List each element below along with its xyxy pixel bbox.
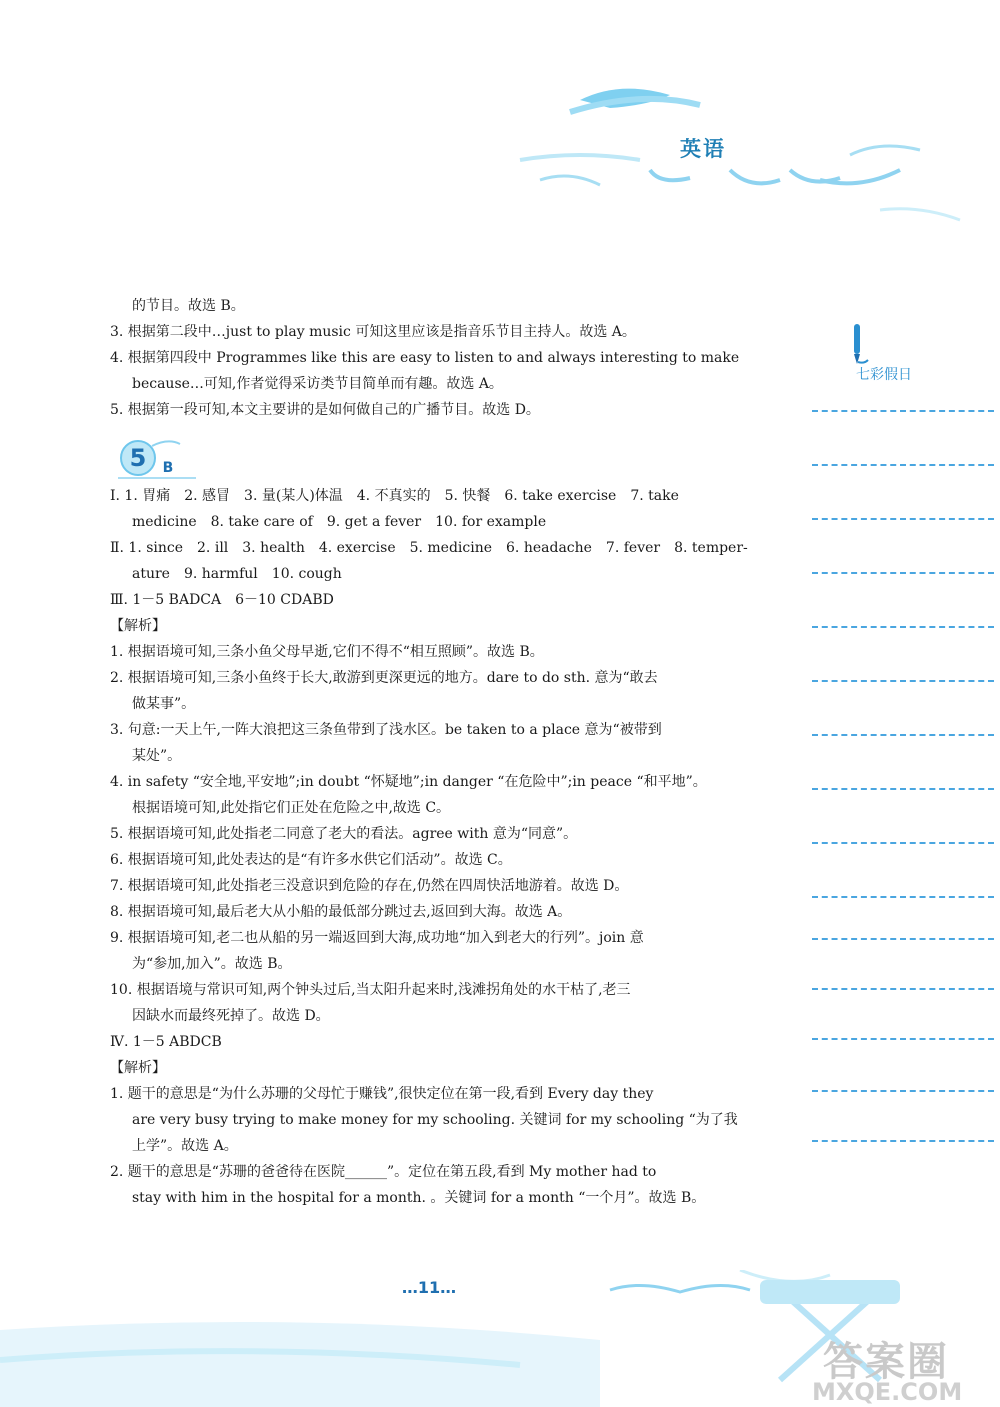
text-line: 6. 根据语境可知,此处表达的是“有许多水供它们活动”。故选 C。: [110, 852, 512, 868]
text-line: 【解析】: [110, 618, 166, 634]
text-line: 根据语境可知,此处指它们正处在危险之中,故选 C。: [132, 800, 451, 816]
sidebar-label: 七彩假日: [856, 367, 912, 383]
text-line: Ⅰ. 1. 胃痛 2. 感冒 3. 量(某人)体温 4. 不真实的 5. 快餐 6. take exercise 7. take: [110, 488, 679, 504]
text-line: 【解析】: [110, 1060, 166, 1076]
text-line: 因缺水而最终死掉了。故选 D。: [132, 1008, 330, 1024]
text-line: Ⅱ. 1. since 2. ill 3. health 4. exercise 5. medicine 6. headache 7. fever 8. temper-: [110, 540, 748, 556]
note-line: [812, 842, 994, 844]
note-line: [812, 896, 994, 898]
note-line: [812, 410, 994, 412]
section-number: 5: [129, 444, 147, 472]
section-badge: [116, 436, 198, 480]
text-line: 3. 根据第二段中…just to play music 可知这里应该是指音乐节目主持人。故选 A。: [110, 324, 636, 340]
text-line: are very busy trying to make money for my schooling. 关键词 for my schooling “为了我: [132, 1112, 738, 1128]
note-line: [812, 1140, 994, 1142]
text-line: medicine 8. take care of 9. get a fever 10. for example: [132, 514, 547, 530]
text-line: 的节目。故选 B。: [132, 298, 245, 314]
watermark-logo: 答案圈: [823, 1339, 949, 1385]
note-line: [812, 572, 994, 574]
text-line: 为“参加,加入”。故选 B。: [132, 956, 292, 972]
text-line: 2. 题干的意思是“苏珊的爸爸待在医院______”。定位在第五段,看到 My mother had to: [110, 1164, 657, 1180]
note-line: [812, 734, 994, 736]
text-line: 4. 根据第四段中 Programmes like this are easy to listen to and always interesting to make: [110, 350, 740, 366]
note-line: [812, 938, 994, 940]
text-line: 4. in safety “安全地,平安地”;in doubt “怀疑地”;in danger “在危险中”;in peace “和平地”。: [110, 774, 707, 790]
note-line: [812, 788, 994, 790]
watermark-url: MXQE.COM: [812, 1378, 963, 1406]
note-line: [812, 464, 994, 466]
note-line: [812, 1090, 994, 1092]
header-subject: 英语: [680, 137, 726, 161]
text-line: 上学”。故选 A。: [132, 1138, 238, 1154]
note-line: [812, 518, 994, 520]
pen-icon: [846, 322, 870, 368]
text-line: 8. 根据语境可知,最后老大从小船的最低部分跳过去,返回到大海。故选 A。: [110, 904, 572, 920]
note-line: [812, 680, 994, 682]
text-line: stay with him in the hospital for a month. 。关键词 for a month “一个月”。故选 B。: [132, 1190, 706, 1206]
text-line: because…可知,作者觉得采访类节目简单而有趣。故选 A。: [132, 376, 503, 392]
text-line: 3. 句意:一天上午,一阵大浪把这三条鱼带到了浅水区。be taken to a place 意为“被带到: [110, 722, 662, 738]
text-line: 1. 根据语境可知,三条小鱼父母早逝,它们不得不“相互照顾”。故选 B。: [110, 644, 544, 660]
text-line: 做某事”。: [132, 696, 196, 712]
text-line: Ⅲ. 1－5 BADCA 6－10 CDABD: [110, 592, 334, 608]
text-line: 5. 根据第一段可知,本文主要讲的是如何做自己的广播节目。故选 D。: [110, 402, 540, 418]
note-line: [812, 1038, 994, 1040]
text-line: 2. 根据语境可知,三条小鱼终于长大,敢游到更深更远的地方。dare to do sth. 意为“敢去: [110, 670, 658, 686]
note-line: [812, 626, 994, 628]
text-line: 9. 根据语境可知,老二也从船的另一端返回到大海,成功地“加入到老大的行列”。join 意: [110, 930, 644, 946]
text-line: Ⅳ. 1－5 ABDCB: [110, 1034, 222, 1050]
text-line: 10. 根据语境与常识可知,两个钟头过后,当太阳升起来时,浅滩拐角处的水干枯了,老三: [110, 982, 631, 998]
note-line: [812, 988, 994, 990]
section-letter: B: [162, 460, 174, 476]
text-line: 某处”。: [132, 748, 182, 764]
page-number: …11…: [401, 1278, 457, 1297]
text-line: 7. 根据语境可知,此处指老三没意识到危险的存在,仍然在四周快活地游着。故选 D。: [110, 878, 629, 894]
text-line: 5. 根据语境可知,此处指老二同意了老大的看法。agree with 意为“同意”。: [110, 826, 578, 842]
text-line: ature 9. harmful 10. cough: [132, 566, 342, 582]
text-line: 1. 题干的意思是“为什么苏珊的父母忙于赚钱”,很快定位在第一段,看到 Every day they: [110, 1086, 654, 1102]
header-wave-decoration: [500, 60, 970, 230]
